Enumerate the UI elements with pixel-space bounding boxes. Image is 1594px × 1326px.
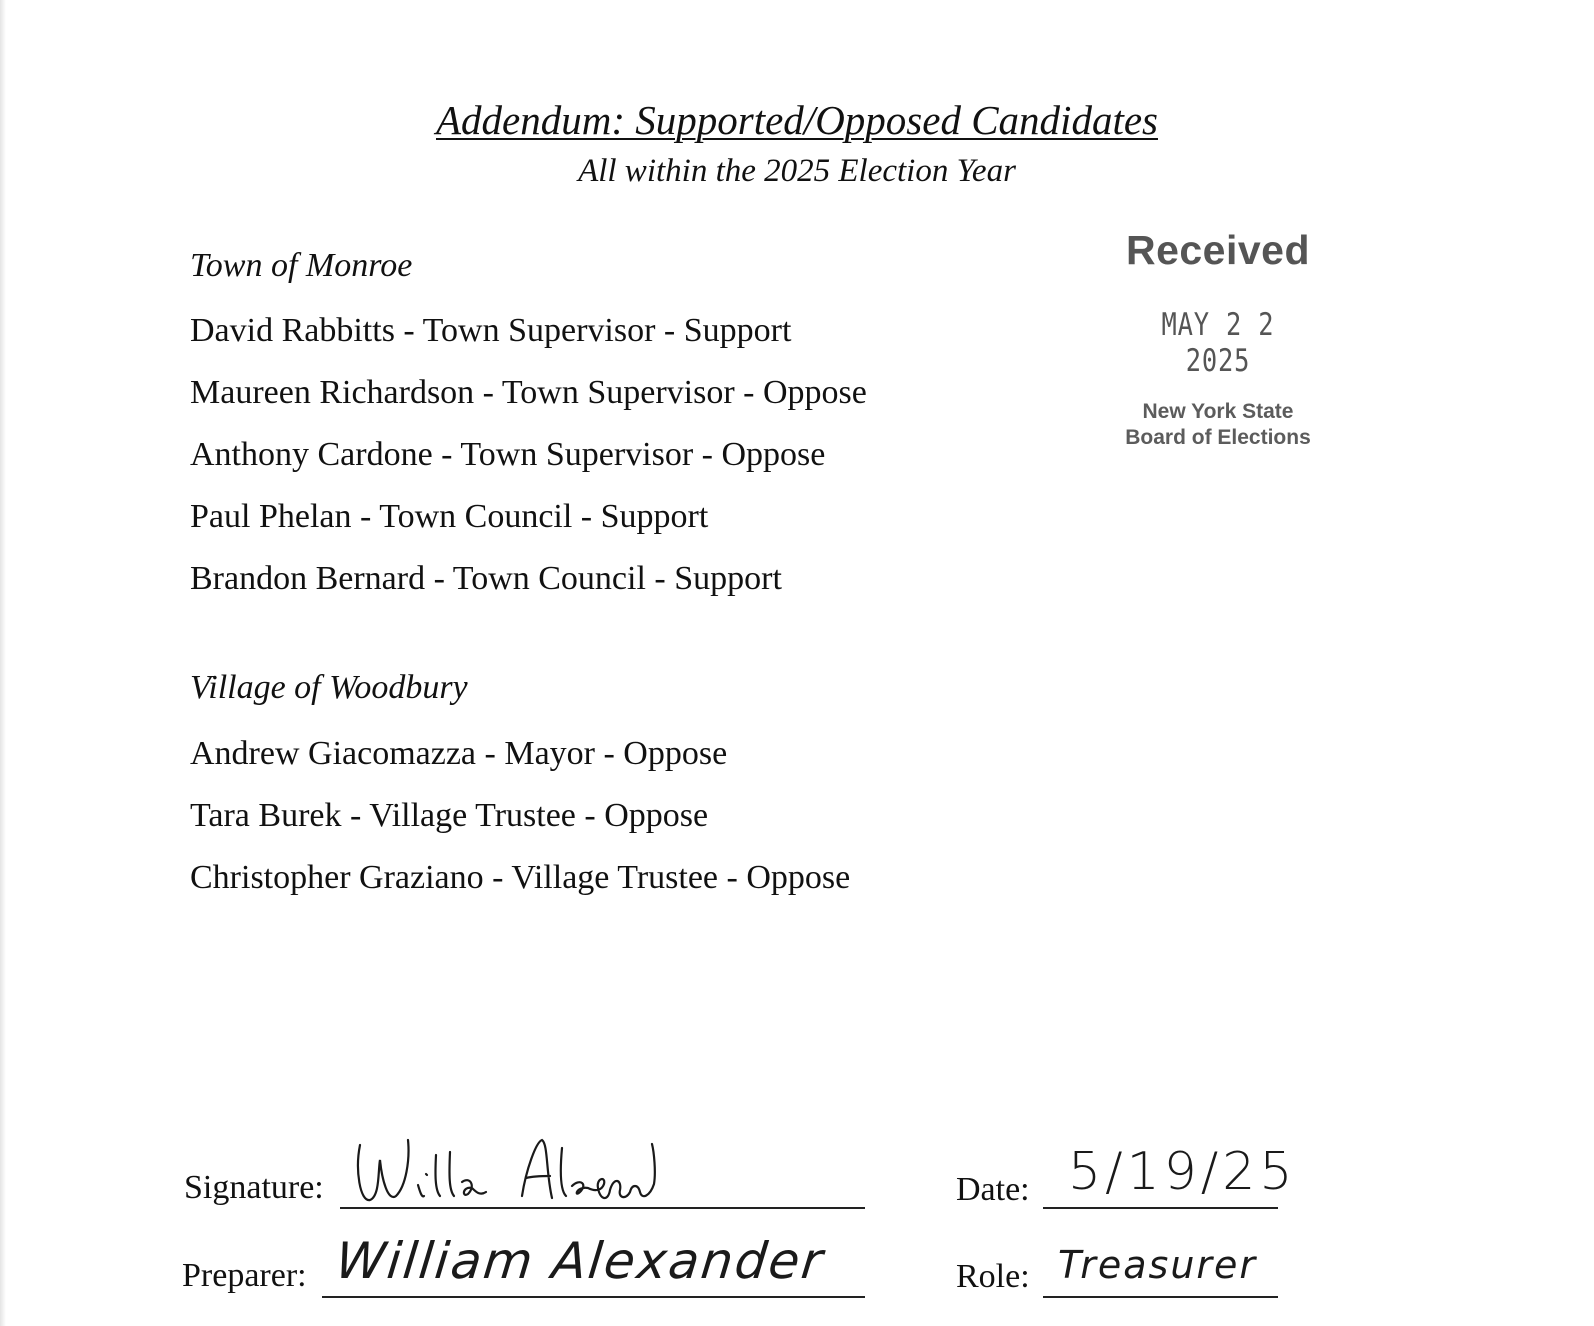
candidate-row: David Rabbitts - Town Supervisor - Support — [190, 312, 792, 349]
role-label: Role: — [956, 1258, 1030, 1295]
document-title — [0, 96, 1594, 144]
candidate-row: Anthony Cardone - Town Supervisor - Oppose — [190, 436, 826, 473]
scan-edge-shadow — [0, 0, 6, 1326]
candidate-row: Maureen Richardson - Town Supervisor - Oppose — [190, 374, 867, 411]
document-title-text: Addendum: Supported/Opposed Candidates — [436, 97, 1158, 143]
section-heading-town-of-monroe: Town of Monroe — [190, 247, 413, 284]
preparer-label: Preparer: — [182, 1257, 307, 1294]
candidate-row: Brandon Bernard - Town Council - Support — [190, 560, 782, 597]
received-stamp — [1106, 225, 1330, 451]
document-subtitle: All within the 2025 Election Year — [578, 153, 1016, 189]
candidate-row: Paul Phelan - Town Council - Support — [190, 498, 709, 535]
stamp-date: MAY 2 2 2025 — [1161, 307, 1275, 379]
date-line — [1043, 1207, 1278, 1209]
handwritten-signature — [340, 1130, 670, 1210]
stamp-org-line2: Board of Elections — [1125, 426, 1311, 449]
stamp-org-line1: New York State — [1142, 400, 1294, 423]
preparer-name-handwritten: William Alexander — [332, 1232, 828, 1290]
date-label: Date: — [956, 1171, 1030, 1208]
signature-label: Signature: — [184, 1169, 324, 1206]
preparer-line — [322, 1296, 865, 1298]
candidate-row: Andrew Giacomazza - Mayor - Oppose — [190, 735, 728, 772]
section-heading-village-of-woodbury: Village of Woodbury — [190, 669, 468, 706]
candidate-row: Christopher Graziano - Village Trustee - Oppose — [190, 859, 851, 896]
date-handwritten: 5/19/25 — [1068, 1142, 1297, 1202]
candidate-row: Tara Burek - Village Trustee - Oppose — [190, 797, 709, 834]
stamp-received-text: Received — [1125, 227, 1311, 273]
stamp-organization — [1106, 399, 1330, 451]
role-handwritten: Treasurer — [1058, 1243, 1258, 1287]
role-line — [1043, 1296, 1278, 1298]
